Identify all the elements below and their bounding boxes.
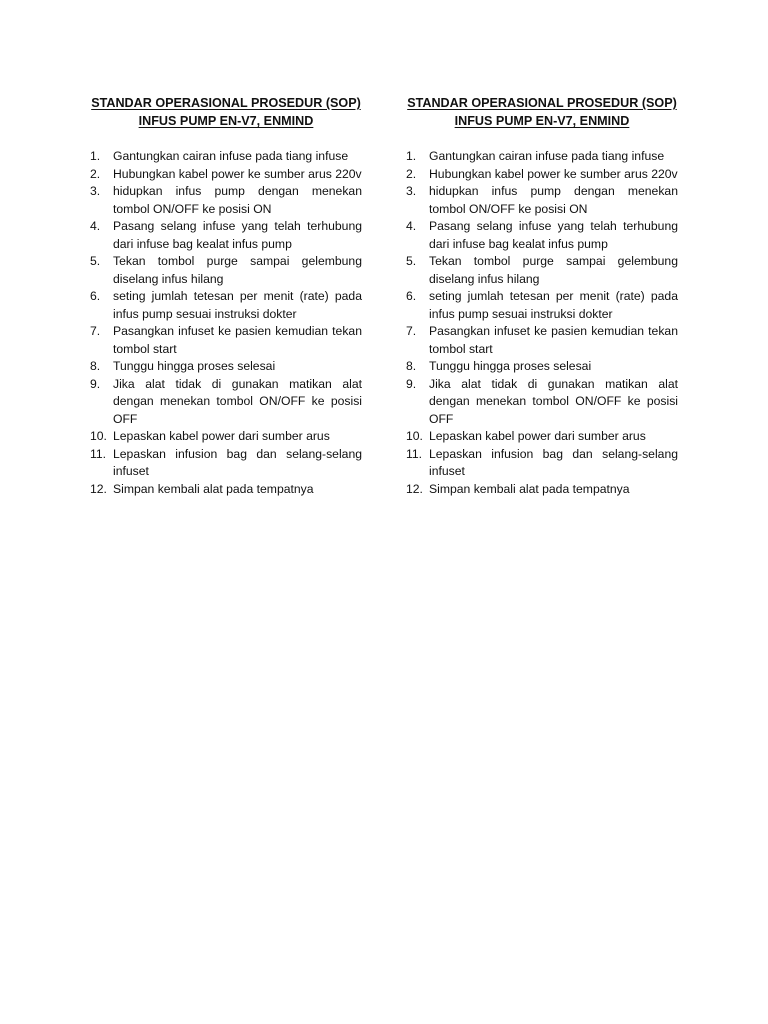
- step-number: 9.: [406, 376, 417, 391]
- step-number: 7.: [90, 324, 101, 338]
- step-number: 12.: [406, 481, 423, 496]
- step-text: Jika alat tidak di gunakan matikan alat dengan menekan tombol ON/OFF ke posisi OFF: [429, 376, 678, 426]
- sop-step: [406, 288, 678, 323]
- sop-step: [406, 446, 678, 481]
- step-number: 10.: [406, 429, 423, 443]
- sop-step-list: [406, 148, 678, 498]
- sop-step: [406, 166, 678, 184]
- step-number: 5.: [406, 254, 417, 268]
- sop-title-line2: INFUS PUMP EN-V7, ENMIND: [454, 114, 630, 128]
- sop-column-left: [90, 94, 362, 498]
- step-text: Gantungkan cairan infuse pada tiang infuse: [113, 149, 349, 163]
- step-number: 11.: [406, 446, 423, 461]
- step-text: hidupkan infus pump dengan menekan tombol ON/OFF ke posisi ON: [113, 184, 362, 216]
- step-text: Simpan kembali alat pada tempatnya: [113, 481, 314, 496]
- step-text: Gantungkan cairan infuse pada tiang infuse: [429, 149, 665, 163]
- step-text: Jika alat tidak di gunakan matikan alat dengan menekan tombol ON/OFF ke posisi OFF: [113, 376, 362, 426]
- step-text: seting jumlah tetesan per menit (rate) pada infus pump sesuai instruksi dokter: [429, 289, 678, 321]
- step-number: 6.: [406, 289, 417, 303]
- step-number: 4.: [406, 219, 417, 233]
- sop-step: [90, 323, 362, 358]
- sop-column-right: [406, 94, 678, 498]
- step-text: Lepaskan infusion bag dan selang-selang infuset: [113, 446, 362, 478]
- sop-step: [90, 428, 362, 446]
- step-text: Tekan tombol purge sampai gelembung diselang infus hilang: [113, 254, 362, 286]
- sop-step: [90, 253, 362, 288]
- step-number: 1.: [406, 149, 417, 163]
- sop-title-line2: INFUS PUMP EN-V7, ENMIND: [138, 114, 314, 128]
- step-number: 12.: [90, 481, 107, 496]
- step-text: hidupkan infus pump dengan menekan tombol ON/OFF ke posisi ON: [429, 184, 678, 216]
- sop-step: [90, 288, 362, 323]
- sop-step: [406, 183, 678, 218]
- sop-step: [90, 481, 362, 499]
- step-text: Lepaskan kabel power dari sumber arus: [113, 429, 330, 443]
- sop-step: [406, 428, 678, 446]
- step-number: 8.: [90, 359, 101, 373]
- sop-step: [90, 446, 362, 481]
- sop-step: [90, 166, 362, 184]
- step-number: 10.: [90, 429, 107, 443]
- sop-step: [90, 376, 362, 429]
- sop-title-line1: STANDAR OPERASIONAL PROSEDUR (SOP): [407, 96, 677, 110]
- sop-step: [406, 253, 678, 288]
- sop-title: [406, 94, 678, 130]
- step-number: 3.: [90, 184, 101, 198]
- step-number: 5.: [90, 254, 101, 268]
- sop-step: [406, 218, 678, 253]
- step-text: Pasang selang infuse yang telah terhubung dari infuse bag kealat infus pump: [429, 219, 678, 251]
- sop-step: [406, 376, 678, 429]
- step-text: Tunggu hingga proses selesai: [113, 359, 276, 373]
- step-text: Pasangkan infuset ke pasien kemudian tekan tombol start: [429, 324, 678, 356]
- step-text: Tunggu hingga proses selesai: [429, 359, 592, 373]
- step-text: Pasang selang infuse yang telah terhubung dari infuse bag kealat infus pump: [113, 219, 362, 251]
- sop-step: [406, 148, 678, 166]
- step-number: 1.: [90, 149, 101, 163]
- step-text: Hubungkan kabel power ke sumber arus 220v: [429, 166, 678, 181]
- step-number: 7.: [406, 324, 417, 338]
- step-text: Hubungkan kabel power ke sumber arus 220v: [113, 166, 362, 181]
- sop-step: [406, 358, 678, 376]
- step-number: 11.: [90, 446, 107, 461]
- step-number: 3.: [406, 184, 417, 198]
- sop-step-list: [90, 148, 362, 498]
- step-number: 8.: [406, 359, 417, 373]
- step-number: 9.: [90, 376, 101, 391]
- step-text: seting jumlah tetesan per menit (rate) pada infus pump sesuai instruksi dokter: [113, 289, 362, 321]
- step-number: 2.: [90, 166, 101, 181]
- step-text: Simpan kembali alat pada tempatnya: [429, 481, 630, 496]
- step-text: Lepaskan kabel power dari sumber arus: [429, 429, 646, 443]
- step-number: 4.: [90, 219, 101, 233]
- sop-step: [90, 148, 362, 166]
- sop-step: [406, 323, 678, 358]
- step-number: 2.: [406, 166, 417, 181]
- step-text: Lepaskan infusion bag dan selang-selang infuset: [429, 446, 678, 478]
- sop-step: [90, 183, 362, 218]
- sop-title-line1: STANDAR OPERASIONAL PROSEDUR (SOP): [91, 96, 361, 110]
- step-text: Pasangkan infuset ke pasien kemudian tekan tombol start: [113, 324, 362, 356]
- sop-step: [90, 218, 362, 253]
- sop-step: [90, 358, 362, 376]
- sop-step: [406, 481, 678, 499]
- step-text: Tekan tombol purge sampai gelembung diselang infus hilang: [429, 254, 678, 286]
- step-number: 6.: [90, 289, 101, 303]
- sop-title: [90, 94, 362, 130]
